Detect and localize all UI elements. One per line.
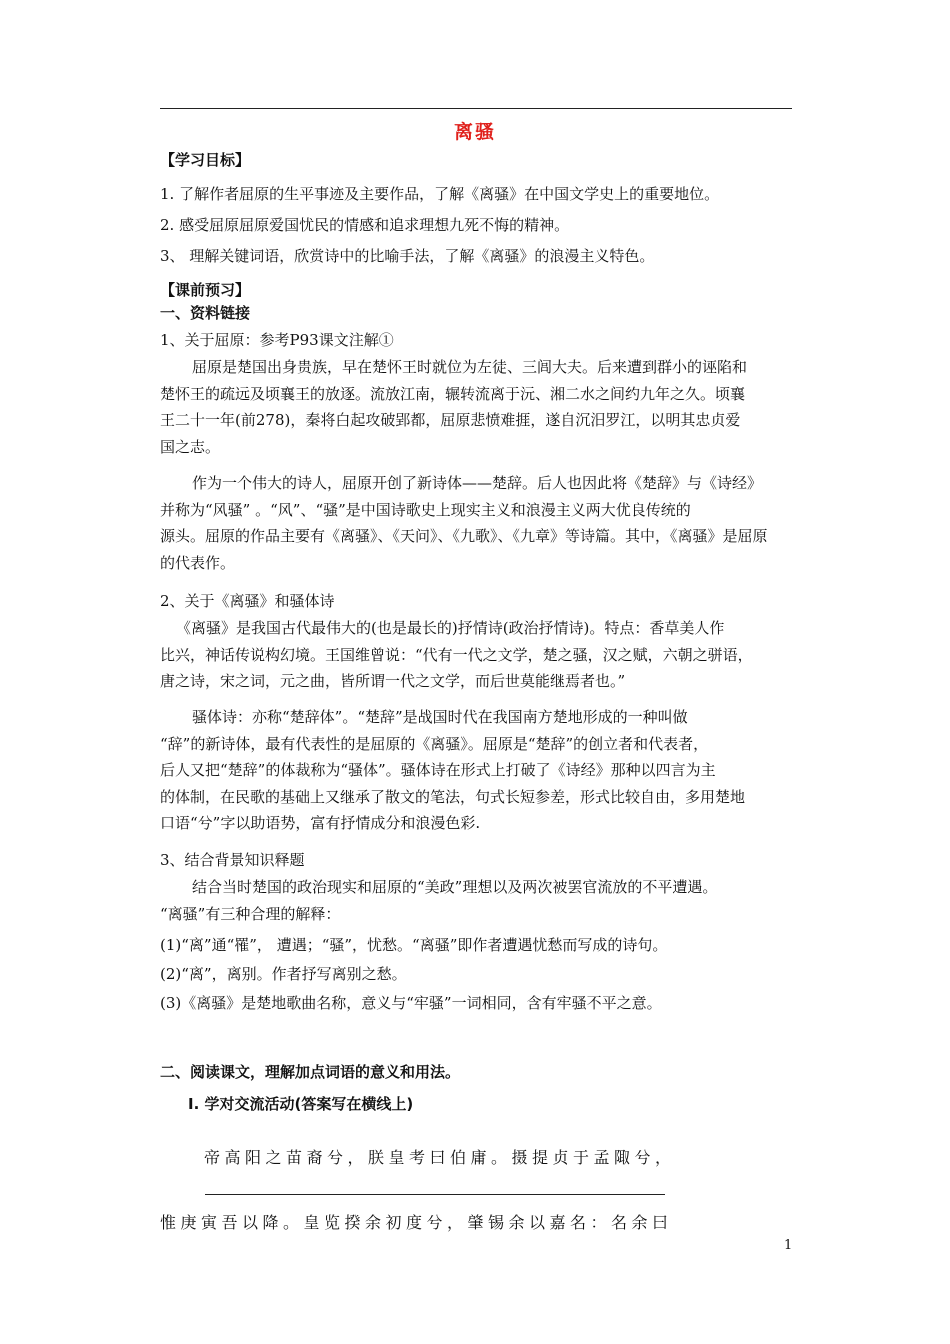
text-line: 王二十一年(前278)，秦将白起攻破郢都，屈原悲愤难捱，遂自沉汨罗江，以明其忠贞爱 <box>160 411 741 430</box>
item2-paragraph2 <box>160 704 792 837</box>
text-line: 唐之诗，宋之词，元之曲，皆所谓一代之文学，而后世莫能继焉者也。” <box>160 672 626 691</box>
answer-blank[interactable] <box>205 1194 665 1195</box>
text-line: “辞”的新诗体，最有代表性的是屈原的《离骚》。屈原是“楚辞”的创立者和代表者， <box>160 734 709 753</box>
text-line: 国之志。 <box>160 437 221 456</box>
text-line: 《离骚》是我国古代最伟大的(也是最长的)抒情诗(政治抒情诗)。特点：香草美人作 <box>176 619 725 637</box>
text-line: 的代表作。 <box>160 553 236 572</box>
verse-line-1: 帝高阳之苗裔兮，朕皇考曰伯庸。摄提贞于孟陬兮， <box>204 1148 676 1167</box>
goal-item: 3、 理解关键词语，欣赏诗中的比喻手法，了解《离骚》的浪漫主义特色。 <box>160 247 655 265</box>
item1-paragraph1 <box>160 354 792 460</box>
goal-item: 2. 感受屈原屈原爱国忧民的情感和追求理想九死不悔的精神。 <box>160 216 570 234</box>
verse-line-2: 惟庚寅吾以降。皇览揆余初度兮，肇锡余以嘉名：名余曰 <box>160 1213 673 1232</box>
activity-heading: Ⅰ. 学对交流活动(答案写在横线上) <box>188 1095 414 1113</box>
section1-heading: 一、资料链接 <box>160 304 251 322</box>
item1-paragraph2 <box>160 470 792 576</box>
text-line: 并称为“风骚” 。“风”、“骚”是中国诗歌史上现实主义和浪漫主义两大优良传统的 <box>160 500 691 519</box>
text-line: 源头。屈原的作品主要有《离骚》、《天问》、《九歌》、《九章》等诗篇。其中，《离骚》是屈原 <box>160 527 768 546</box>
item3-heading: 3、结合背景知识释题 <box>160 851 305 869</box>
interpretation-item: (2)“离”，离别。作者抒写离别之愁。 <box>160 965 407 983</box>
item1-heading: 1、关于屈原：参考P93课文注解① <box>160 331 394 349</box>
item2-heading: 2、关于《离骚》和骚体诗 <box>160 592 335 610</box>
goals-heading: 【学习目标】 <box>160 151 251 169</box>
item3-paragraph <box>160 874 792 927</box>
text-line: 比兴，神话传说构幻境。王国维曾说：“代有一代之文学，楚之骚，汉之赋，六朝之骈语， <box>160 645 753 664</box>
page-number: 1 <box>784 1238 793 1253</box>
text-line: 口语“兮”字以助语势，富有抒情成分和浪漫色彩. <box>160 814 481 833</box>
text-line: 结合当时楚国的政治现实和屈原的“美政”理想以及两次被罢官流放的不平遭遇。 <box>192 878 718 896</box>
text-line: 作为一个伟大的诗人，屈原开创了新诗体——楚辞。后人也因此将《楚辞》与《诗经》 <box>192 474 763 492</box>
header-rule <box>160 108 792 109</box>
interpretation-item: (1)“离”通“罹”， 遭遇；“骚”，忧愁。“离骚”即作者遭遇忧愁而写成的诗句。 <box>160 936 668 954</box>
document-title: 离骚 <box>453 121 496 143</box>
text-line: 骚体诗：亦称“楚辞体”。“楚辞”是战国时代在我国南方楚地形成的一种叫做 <box>192 708 688 726</box>
text-line: 的体制，在民歌的基础上又继承了散文的笔法，句式长短参差，形式比较自由，多用楚地 <box>160 787 746 806</box>
section2-heading: 二、阅读课文，理解加点词语的意义和用法。 <box>160 1063 461 1081</box>
goal-item: 1. 了解作者屈原的生平事迹及主要作品，了解《离骚》在中国文学史上的重要地位。 <box>160 185 720 203</box>
text-line: 屈原是楚国出身贵族，早在楚怀王时就位为左徒、三闾大夫。后来遭到群小的诬陷和 <box>192 358 748 376</box>
text-line: 后人又把“楚辞”的体裁称为“骚体”。骚体诗在形式上打破了《诗经》那种以四言为主 <box>160 761 716 780</box>
text-line: “离骚”有三种合理的解释： <box>160 904 341 923</box>
item2-paragraph1 <box>160 615 792 695</box>
interpretation-item: (3)《离骚》是楚地歌曲名称，意义与“牢骚”一词相同，含有牢骚不平之意。 <box>160 994 662 1012</box>
preview-heading: 【课前预习】 <box>160 281 251 299</box>
text-line: 楚怀王的疏远及顷襄王的放逐。流放江南，辗转流离于沅、湘二水之间约九年之久。顷襄 <box>160 384 746 403</box>
